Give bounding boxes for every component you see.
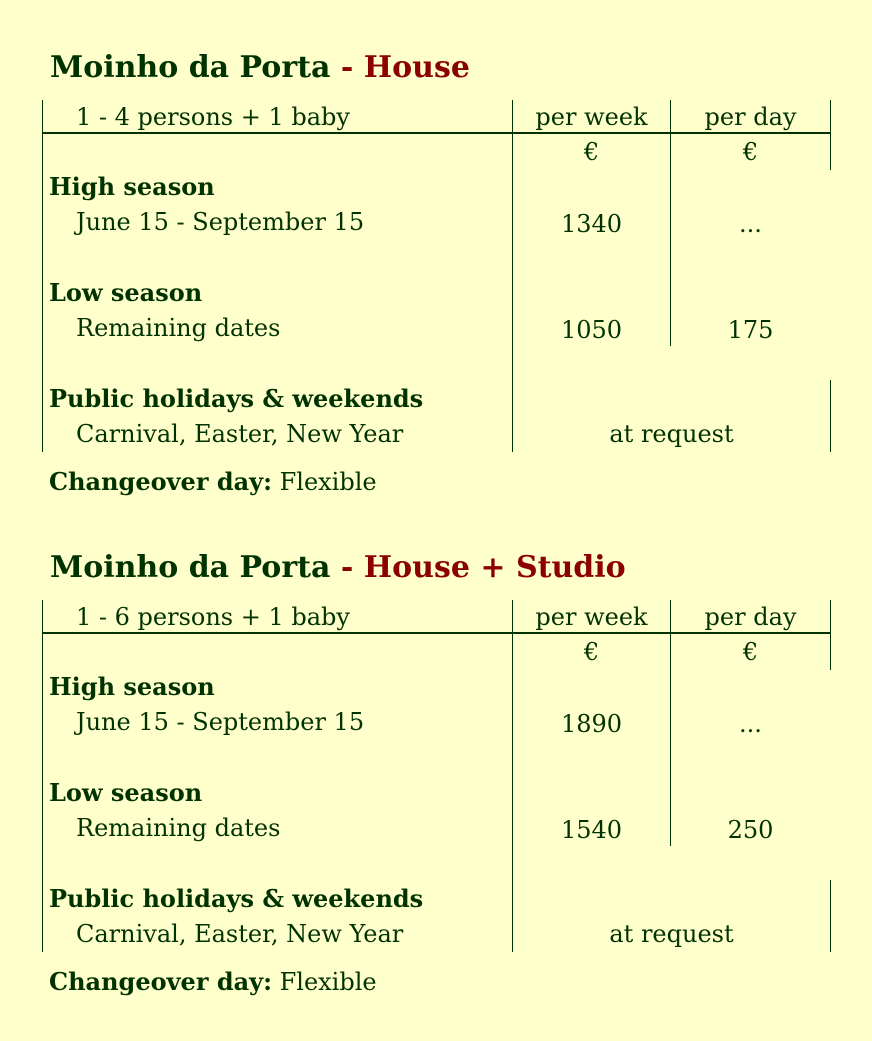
price-table-house-studio xyxy=(0,500,872,1000)
high-season-price-week: 1890 xyxy=(560,710,623,738)
currency-day: € xyxy=(742,638,759,666)
currency-week: € xyxy=(583,138,600,166)
column-header-day: per day xyxy=(704,103,797,131)
currency-week: € xyxy=(583,638,600,666)
column-header-week: per week xyxy=(535,103,648,131)
low-season-label: Low season xyxy=(49,778,203,807)
title-separator: - xyxy=(340,50,354,85)
changeover-info xyxy=(49,967,377,997)
section-title xyxy=(50,548,626,588)
low-season-price-week: 1540 xyxy=(560,816,623,844)
price-table-house xyxy=(0,0,872,500)
high-season-price-day: ... xyxy=(739,710,762,738)
high-season-price-week: 1340 xyxy=(560,210,623,238)
high-season-label: High season xyxy=(49,172,215,201)
low-season-price-week: 1050 xyxy=(560,316,623,344)
table-right-border-bottom xyxy=(830,380,831,452)
table-right-border-top xyxy=(830,100,831,170)
holidays-dates: Carnival, Easter, New Year xyxy=(76,920,404,948)
changeover-label: Changeover day: xyxy=(49,467,272,496)
title-separator: - xyxy=(340,550,354,585)
unit-type: House + Studio xyxy=(363,550,626,585)
changeover-value: Flexible xyxy=(279,468,377,496)
high-season-label: High season xyxy=(49,672,215,701)
high-season-price-day: ... xyxy=(739,210,762,238)
table-right-border-bottom xyxy=(830,880,831,952)
changeover-label: Changeover day: xyxy=(49,967,272,996)
low-season-label: Low season xyxy=(49,278,203,307)
holidays-dates: Carnival, Easter, New Year xyxy=(76,420,404,448)
changeover-info xyxy=(49,467,377,497)
high-season-dates: June 15 - September 15 xyxy=(76,708,365,736)
section-title xyxy=(50,48,470,88)
occupancy-label: 1 - 6 persons + 1 baby xyxy=(76,603,350,631)
changeover-value: Flexible xyxy=(279,968,377,996)
unit-type: House xyxy=(363,50,470,85)
high-season-dates: June 15 - September 15 xyxy=(76,208,365,236)
property-name: Moinho da Porta xyxy=(50,550,331,585)
property-name: Moinho da Porta xyxy=(50,50,331,85)
holidays-price: at request xyxy=(609,920,734,948)
holidays-label: Public holidays & weekends xyxy=(49,884,424,913)
holidays-label: Public holidays & weekends xyxy=(49,384,424,413)
table-right-border-top xyxy=(830,600,831,670)
column-header-week: per week xyxy=(535,603,648,631)
occupancy-label: 1 - 4 persons + 1 baby xyxy=(76,103,350,131)
table-left-border xyxy=(42,100,43,452)
header-rule xyxy=(42,132,831,134)
currency-day: € xyxy=(742,138,759,166)
holidays-price: at request xyxy=(609,420,734,448)
low-season-price-day: 250 xyxy=(727,816,774,844)
column-header-day: per day xyxy=(704,603,797,631)
table-left-border xyxy=(42,600,43,952)
low-season-dates: Remaining dates xyxy=(76,814,281,842)
header-rule xyxy=(42,632,831,634)
low-season-dates: Remaining dates xyxy=(76,314,281,342)
low-season-price-day: 175 xyxy=(727,316,774,344)
